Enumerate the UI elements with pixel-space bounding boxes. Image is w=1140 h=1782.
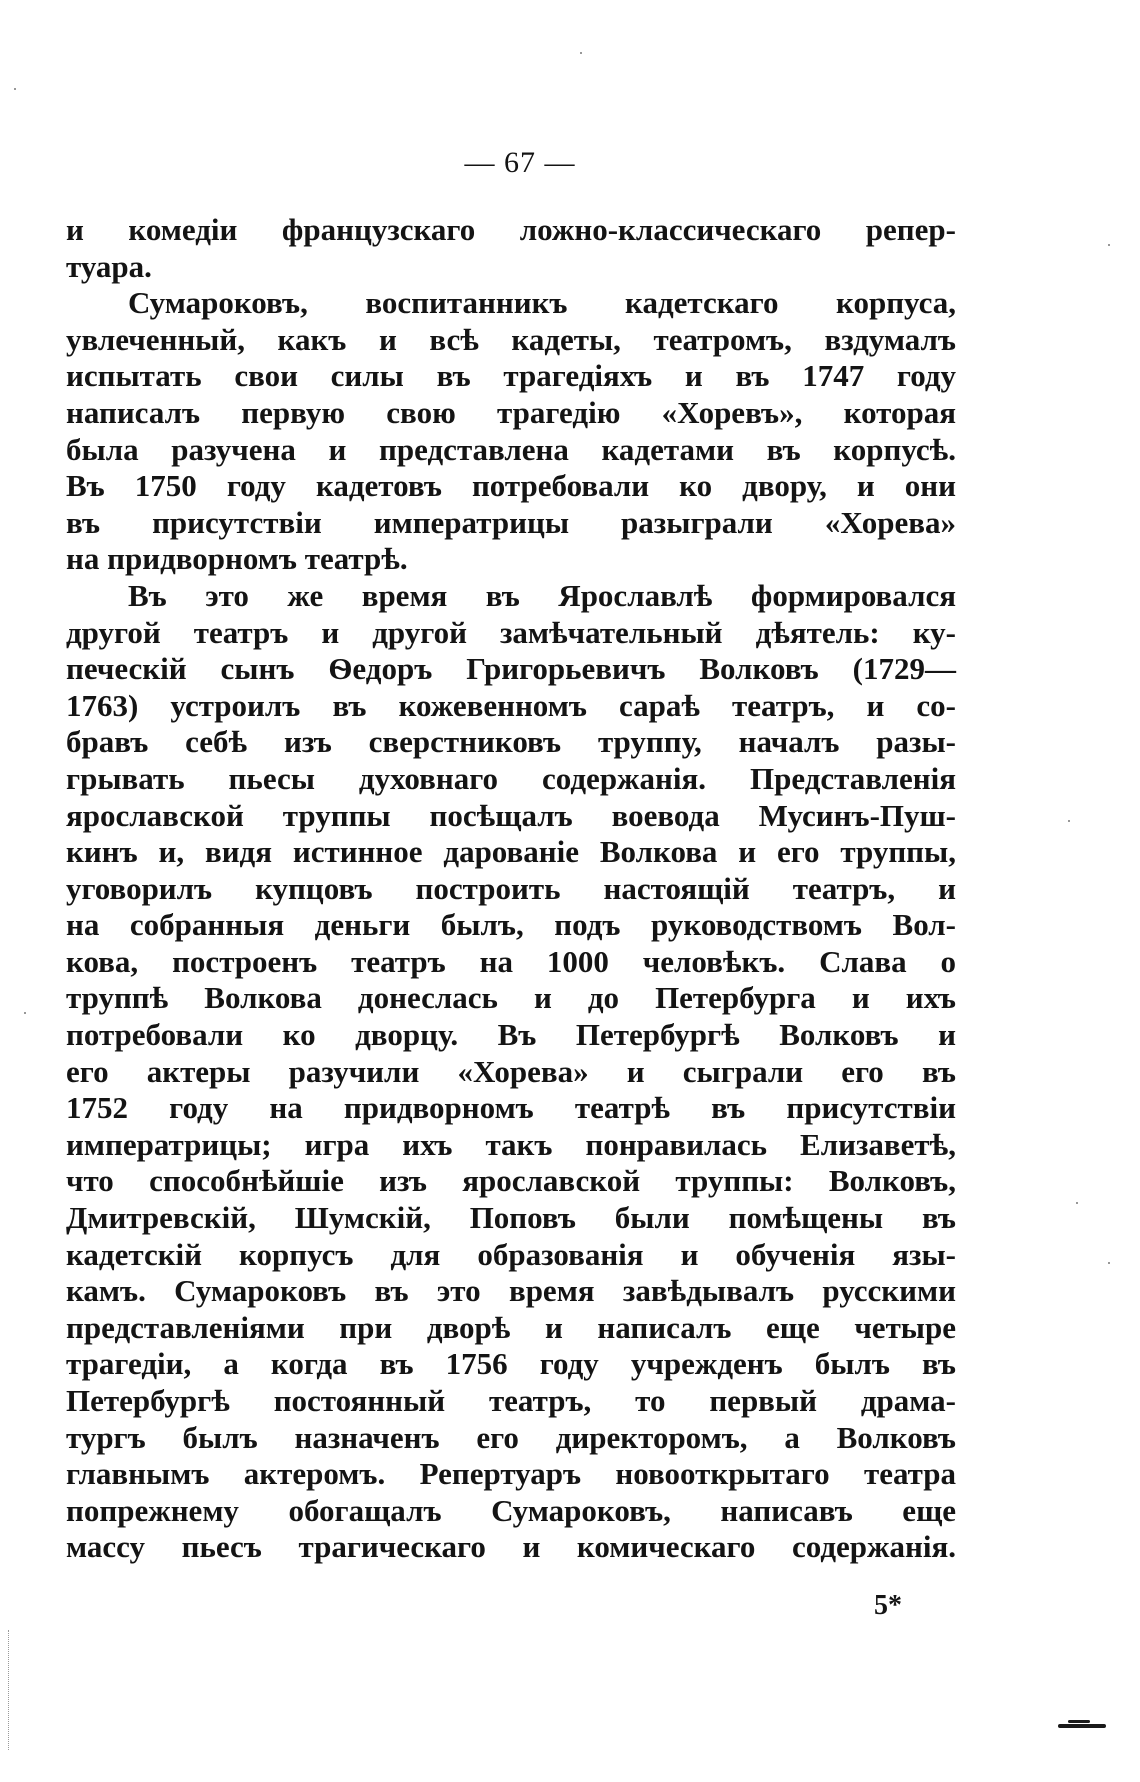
text-line: Петербургѣ постоянный театръ, то первый драма-: [66, 1383, 956, 1418]
text-line: ярославской труппы посѣщалъ воевода Мусинъ-Пуш-: [66, 797, 956, 833]
body-text: [66, 212, 956, 1566]
page-number: — 67 —: [464, 146, 576, 179]
text-line: уговорилъ купцовъ построить настоящiй театръ, и: [66, 870, 956, 906]
text-line: кова, построенъ театръ на 1000 человѣкъ. Слава о: [66, 943, 956, 979]
scan-edge-mark-2: [1068, 1720, 1090, 1723]
text-line: массу пьесъ трагическаго и комическаго содержанiя.: [66, 1529, 956, 1565]
text-line: 1763) устроилъ въ кожевенномъ сараѣ театръ, и со-: [66, 687, 956, 723]
text-line: на придворномъ театрѣ.: [66, 541, 408, 577]
scan-speck: [1076, 1202, 1078, 1204]
text-line: 1752 году на придворномъ театрѣ въ присутствiи: [66, 1090, 956, 1126]
text-line: другой театръ и другой замѣчательный дѣятель: ку-: [66, 614, 956, 650]
text-line: попрежнему обогащалъ Сумароковъ, написавъ еще: [66, 1492, 956, 1528]
text-line: потребовали ко дворцу. Въ Петербургѣ Волковъ и: [66, 1017, 956, 1053]
text-line: и комедiи французскаго ложно-классическаго репер-: [66, 212, 956, 247]
text-line: Въ это же время въ Ярославлѣ формировался: [128, 577, 956, 613]
text-line: туара.: [66, 248, 152, 284]
signature-mark: 5*: [874, 1590, 902, 1621]
scan-left-edge: [8, 1630, 10, 1750]
text-line: испытать свои силы въ трагедiяхъ и въ 1747 году: [66, 358, 956, 394]
text-line: печескiй сынъ Ѳедоръ Григорьевичъ Волковъ (1729—: [66, 651, 956, 687]
text-line: Сумароковъ, воспитанникъ кадетскаго корпуса,: [128, 285, 956, 321]
scan-edge-mark: [1058, 1724, 1106, 1728]
text-line: Въ 1750 году кадетовъ потребовали ко двору, и они: [66, 468, 956, 504]
text-line: увлеченный, какъ и всѣ кадеты, театромъ, вздумалъ: [66, 321, 956, 357]
text-line: кинъ и, видя истинное дарованiе Волкова и его труппы,: [66, 834, 956, 870]
text-line: бравъ себѣ изъ сверстниковъ труппу, началъ разы-: [66, 724, 956, 760]
scan-speck: [580, 52, 582, 54]
text-line: тургъ былъ назначенъ его директоромъ, а Волковъ: [66, 1419, 956, 1455]
scan-speck: [1108, 244, 1110, 246]
text-line: главнымъ актеромъ. Репертуаръ новооткрытаго театра: [66, 1456, 956, 1492]
text-line: его актеры разучили «Хорева» и сыграли его въ: [66, 1053, 956, 1089]
text-line: представленiями при дворѣ и написалъ еще четыре: [66, 1309, 956, 1345]
text-line: трагедiи, а когда въ 1756 году учрежденъ былъ въ: [66, 1346, 956, 1382]
text-line: камъ. Сумароковъ въ это время завѣдывалъ русскими: [66, 1273, 956, 1309]
scan-speck: [1108, 1262, 1110, 1264]
text-line: въ присутствiи императрицы разыграли «Хорева»: [66, 504, 956, 540]
text-line: кадетскiй корпусъ для образованiя и обученiя язы-: [66, 1236, 956, 1272]
text-line: была разучена и представлена кадетами въ корпусѣ.: [66, 431, 956, 467]
text-line: грывать пьесы духовнаго содержанiя. Представленiя: [66, 760, 956, 796]
text-line: на собранныя деньги былъ, подъ руководствомъ Вол-: [66, 907, 956, 943]
text-line: труппѣ Волкова донеслась и до Петербурга и ихъ: [66, 980, 956, 1016]
text-line: Дмитревскiй, Шумскiй, Поповъ были помѣщены въ: [66, 1200, 956, 1236]
text-line: что способнѣйшiе изъ ярославской труппы: Волковъ,: [66, 1163, 956, 1199]
scan-speck: [24, 1012, 26, 1014]
text-line: императрицы; игра ихъ такъ понравилась Елизаветѣ,: [66, 1126, 956, 1162]
scan-speck: [1068, 820, 1070, 822]
text-line: написалъ первую свою трагедiю «Хоревъ», которая: [66, 394, 956, 430]
scan-speck: [14, 88, 16, 90]
